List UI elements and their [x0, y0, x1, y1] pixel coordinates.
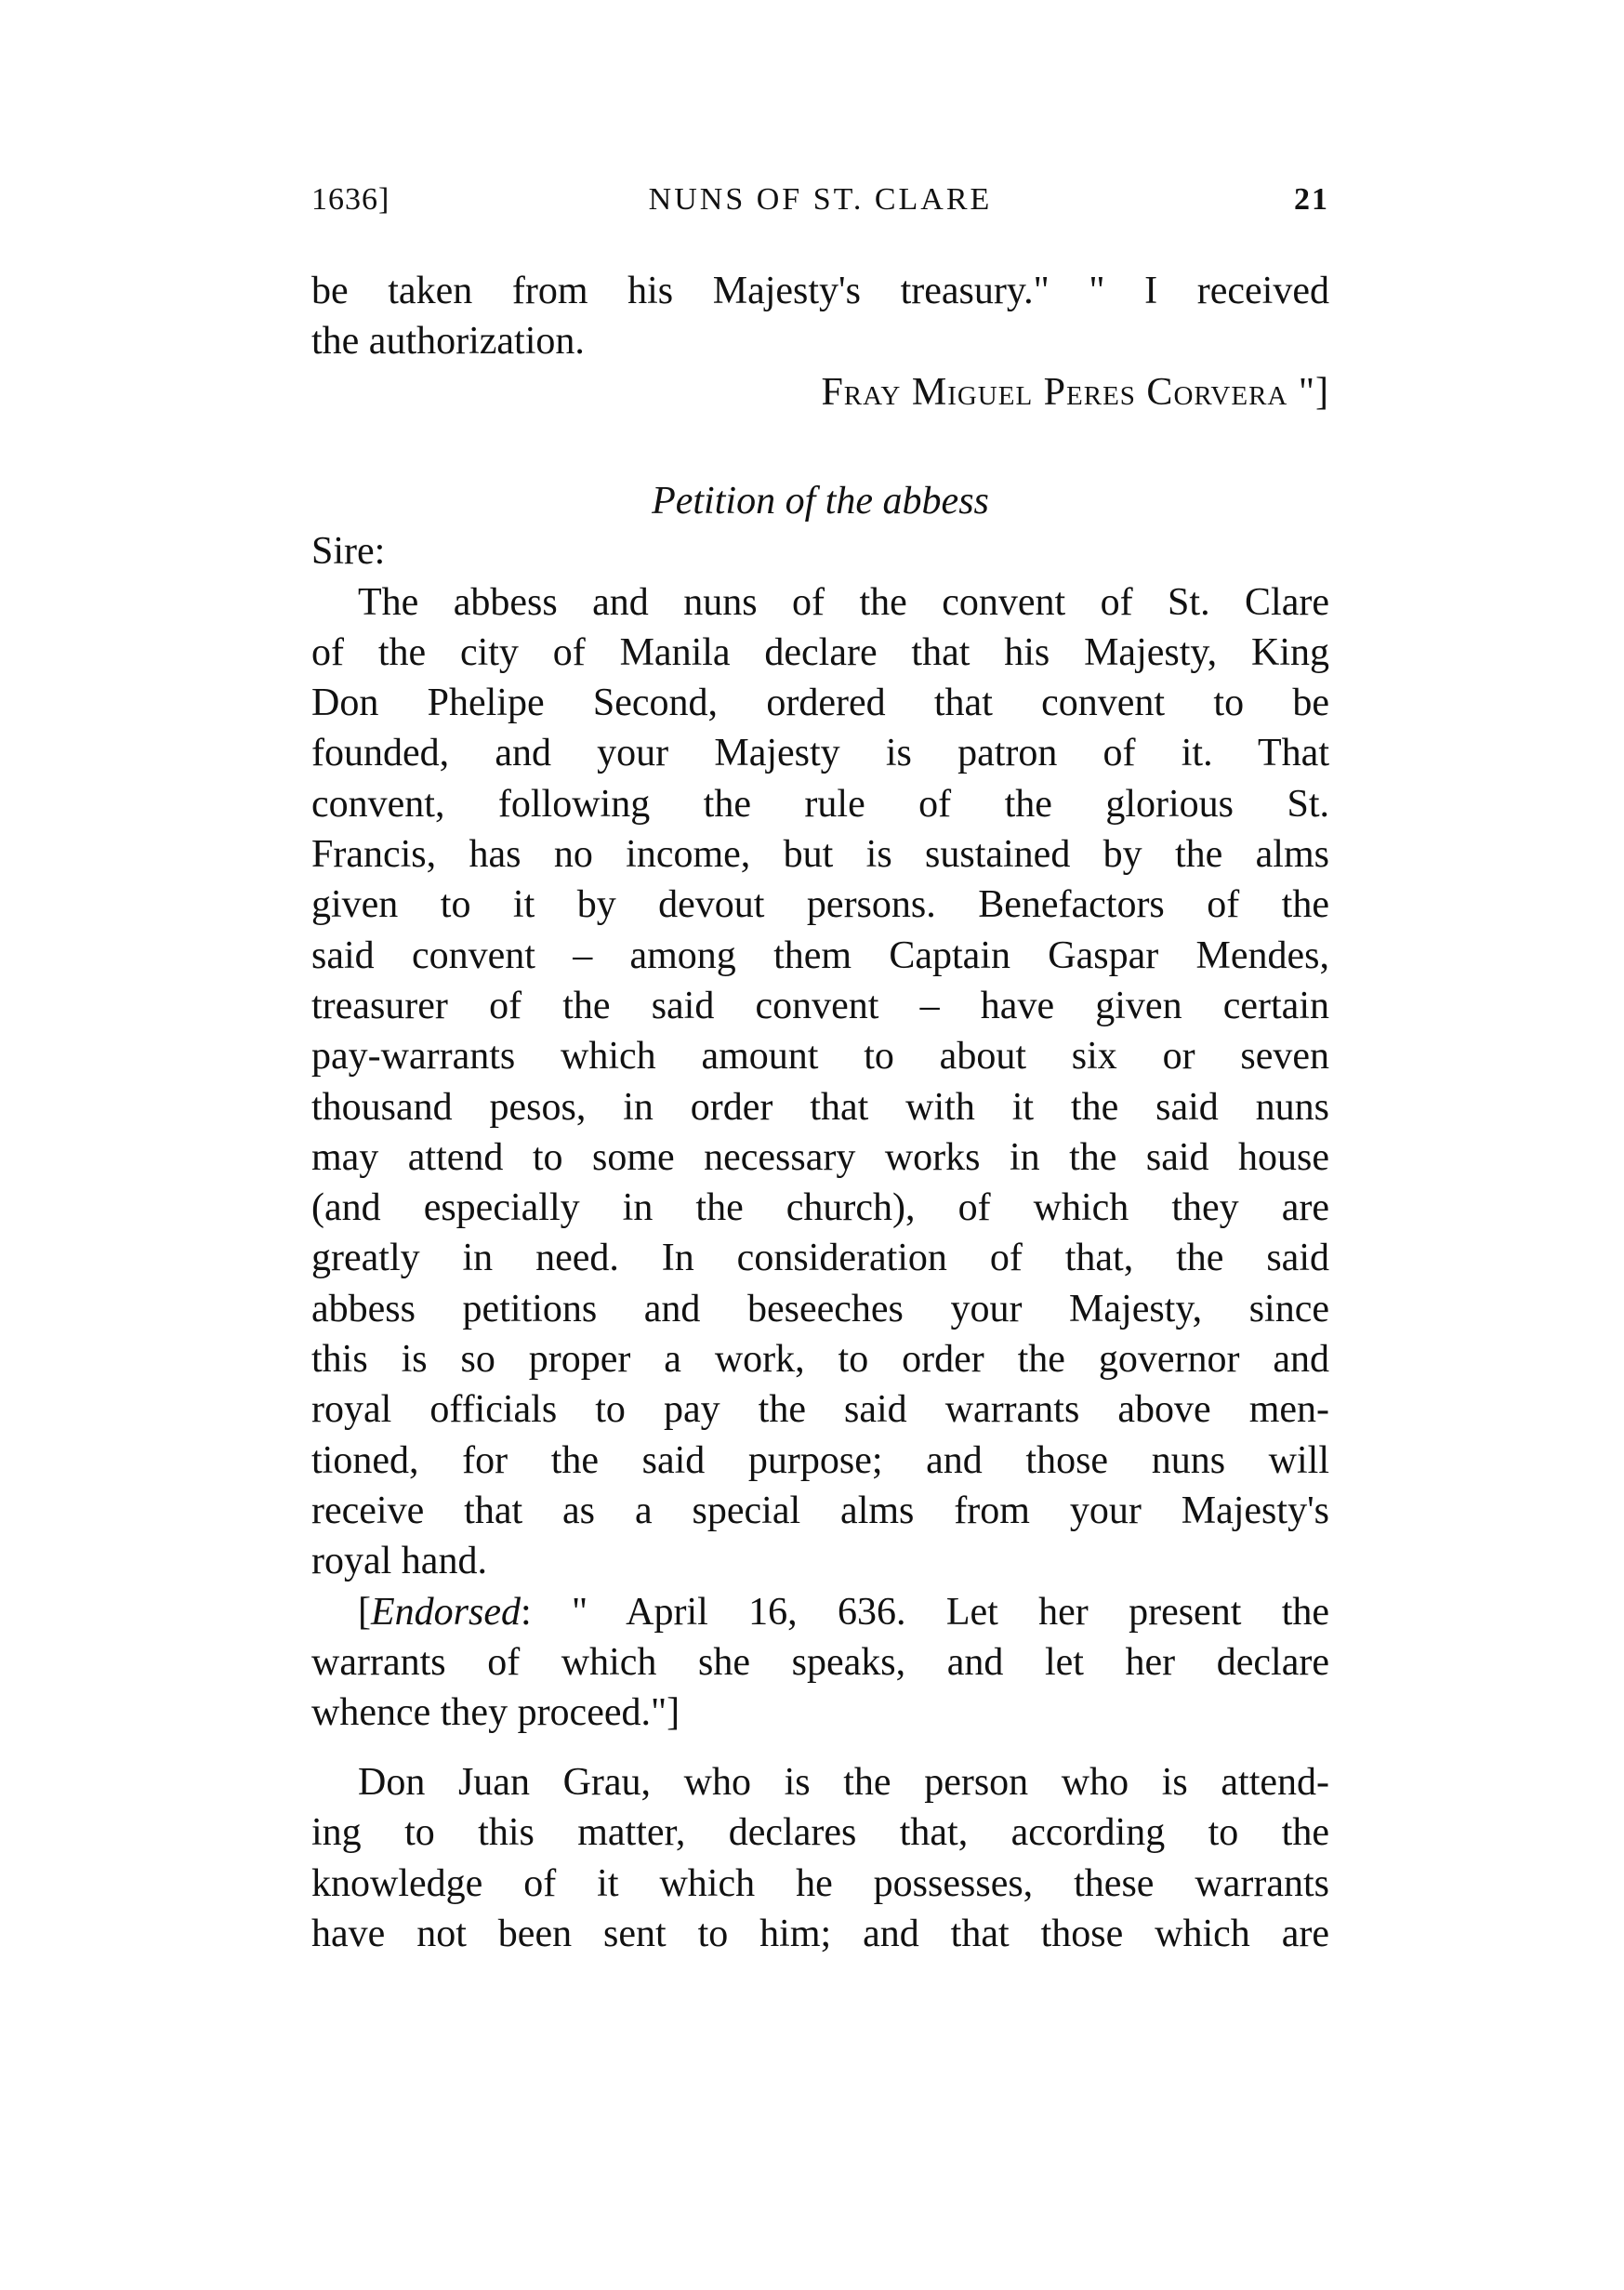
text-line: Francis, has no income, but is sustained by the alms	[311, 833, 1329, 877]
text-line: pay-warrants which amount to about six or seven	[311, 1035, 1329, 1079]
running-head-title: NUNS OF ST. CLARE	[648, 182, 993, 217]
intro-block	[311, 266, 1329, 417]
section-heading: Petition of the abbess	[652, 480, 989, 523]
text-line: this is so proper a work, to order the governor and	[311, 1338, 1329, 1382]
book-page	[311, 0, 1329, 2290]
running-head-year: 1636]	[311, 182, 390, 217]
text-line: receive that as a special alms from your Majesty's	[311, 1489, 1329, 1532]
text-line: ing to this matter, declares that, according to the	[311, 1811, 1329, 1855]
text-line: tioned, for the said purpose; and those nuns will	[311, 1438, 1329, 1482]
text-line: have not been sent to him; and that those which are	[311, 1912, 1329, 1955]
closing-block	[311, 1757, 1329, 1959]
text-line: be taken from his Majesty's treasury." " I received	[311, 270, 1329, 312]
text-line: The abbess and nuns of the convent of St. Clare	[358, 580, 1329, 624]
text-line: given to it by devout persons. Benefactors of the	[311, 883, 1329, 927]
text-line: greatly in need. In consideration of that, the said	[311, 1237, 1329, 1280]
page-number: 21	[1294, 182, 1329, 217]
endorsement-text: " April 16, 636. Let her present the	[572, 1590, 1330, 1634]
text-line: of the city of Manila declare that his Majesty, King	[311, 630, 1329, 674]
text-line: knowledge of it which he possesses, these warrants	[311, 1861, 1329, 1905]
running-head	[311, 182, 1329, 229]
text-line: royal hand.	[311, 1540, 487, 1583]
text-line: convent, following the rule of the glorious St.	[311, 782, 1329, 826]
text-line: said convent – among them Captain Gaspar Mendes,	[311, 933, 1329, 977]
text-line: may attend to some necessary works in the said house	[311, 1135, 1329, 1179]
text-line: whence they proceed."]	[311, 1691, 680, 1735]
text-line: warrants of which she speaks, and let her declare	[311, 1640, 1329, 1684]
text-line: the authorization.	[311, 320, 585, 364]
text-line: Don Phelipe Second, ordered that convent to be	[311, 682, 1329, 725]
text-line: thousand pesos, in order that with it the said nuns	[311, 1085, 1329, 1129]
text-line: royal officials to pay the said warrants above men-	[311, 1388, 1329, 1432]
endorsement-line: [Endorsed: " April 16, 636. Let her present the	[358, 1590, 1330, 1634]
text-line: treasurer of the said convent – have given certain	[311, 984, 1329, 1027]
petition-block	[311, 476, 1329, 1738]
text-line: (and especially in the church), of which they are	[311, 1186, 1329, 1230]
text-line: abbess petitions and beseeches your Majesty, since	[311, 1287, 1329, 1330]
text-line: founded, and your Majesty is patron of it. That	[311, 732, 1329, 775]
signature: Fray Miguel Peres Corvera "]	[821, 370, 1329, 414]
salutation: Sire:	[311, 530, 386, 574]
endorsed-label: Endorsed	[371, 1590, 521, 1634]
text-line: Don Juan Grau, who is the person who is attend-	[358, 1761, 1329, 1804]
